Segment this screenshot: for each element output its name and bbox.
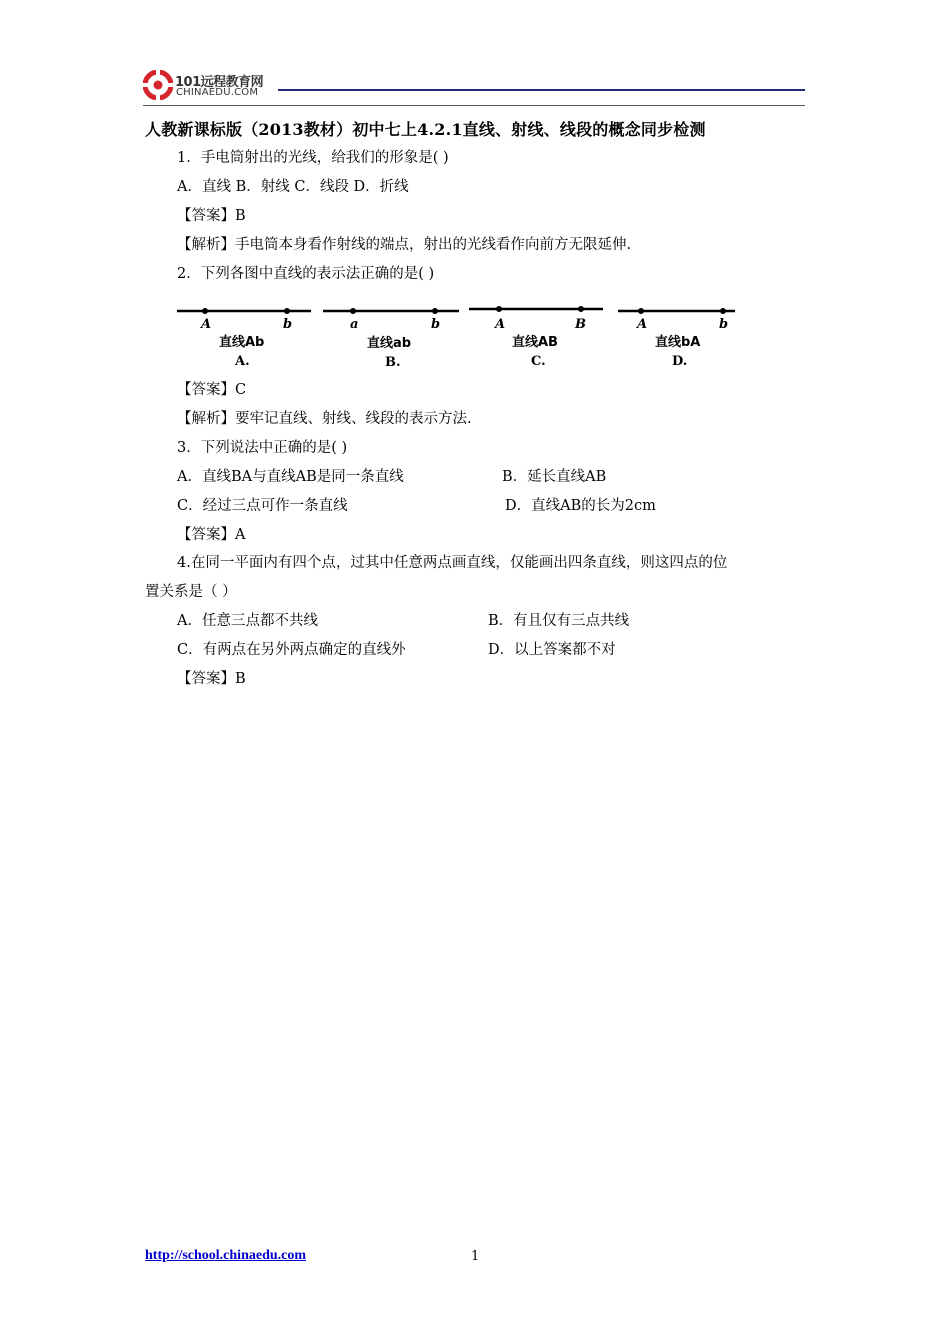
panel-c-left-label: A [495, 317, 506, 332]
analysis-1: 【解析】手电筒本身看作射线的端点，射出的光线看作向前方无限延伸. [177, 237, 632, 253]
question-4-line-1: 4.在同一平面内有四个点，过其中任意两点画直线，仅能画出四条直线，则这四点的位 [177, 555, 728, 571]
panel-a-right-label: b [283, 317, 293, 332]
question-1-options: A．直线 B．射线 C．线段 D．折线 [177, 179, 409, 195]
footer-link[interactable]: http://school.chinaedu.com [145, 1248, 307, 1263]
question-1: 1．手电筒射出的光线，给我们的形象是( ) [177, 150, 449, 166]
question-3-option-c: C．经过三点可作一条直线 [177, 498, 348, 514]
panel-c-right-label: B [575, 317, 586, 332]
panel-d-right-label: b [719, 317, 729, 332]
question-3-option-d: D．直线AB的长为2cm [505, 498, 656, 514]
question-4-line-2: 置关系是（ ） [145, 584, 237, 600]
site-logo [143, 68, 278, 104]
panel-b-left-label: a [350, 317, 359, 332]
question-2: 2．下列各图中直线的表示法正确的是( ) [177, 266, 435, 282]
panel-d-option: D. [672, 354, 688, 369]
page-number: 1 [471, 1249, 480, 1264]
analysis-2: 【解析】要牢记直线、射线、线段的表示方法. [177, 411, 472, 427]
answer-1: 【答案】B [177, 208, 246, 224]
logo-text-en: CHINAEDU.COM [176, 87, 259, 98]
panel-d-left-label: A [637, 317, 648, 332]
header-rule [278, 89, 805, 91]
panel-b-caption: 直线ab [367, 336, 412, 351]
panel-a-option: A. [235, 354, 250, 369]
figure-panel-c [469, 306, 603, 369]
page-title: 人教新课标版（2013教材）初中七上4.2.1直线、射线、线段的概念同步检测 [145, 120, 706, 139]
question-3: 3．下列说法中正确的是( ) [177, 440, 348, 456]
panel-c-caption: 直线AB [512, 335, 558, 350]
figure-panel-d [618, 308, 735, 369]
question-4-option-b: B．有且仅有三点共线 [488, 613, 630, 629]
panel-b-option: B. [385, 355, 401, 370]
panel-d-caption: 直线bA [655, 335, 701, 350]
question-4-option-d: D．以上答案都不对 [488, 642, 616, 658]
logo-text-cn: 101远程教育网 [175, 75, 264, 90]
panel-a-caption: 直线Ab [219, 335, 265, 350]
line-notation-figure [175, 296, 737, 370]
answer-3: 【答案】A [177, 527, 246, 543]
panel-c-option: C. [531, 354, 546, 369]
figure-panel-a [177, 308, 311, 369]
question-4-option-a: A．任意三点都不共线 [177, 613, 318, 629]
panel-a-left-label: A [201, 317, 212, 332]
answer-2: 【答案】C [177, 382, 247, 398]
figure-panel-b [323, 308, 459, 370]
question-3-option-b: B．延长直线AB [502, 469, 607, 485]
logo-mark-icon [143, 70, 173, 100]
header-divider [143, 105, 805, 106]
answer-4: 【答案】B [177, 671, 246, 687]
question-4-option-c: C．有两点在另外两点确定的直线外 [177, 642, 406, 658]
question-3-option-a: A．直线BA与直线AB是同一条直线 [177, 469, 404, 485]
panel-b-right-label: b [431, 317, 441, 332]
